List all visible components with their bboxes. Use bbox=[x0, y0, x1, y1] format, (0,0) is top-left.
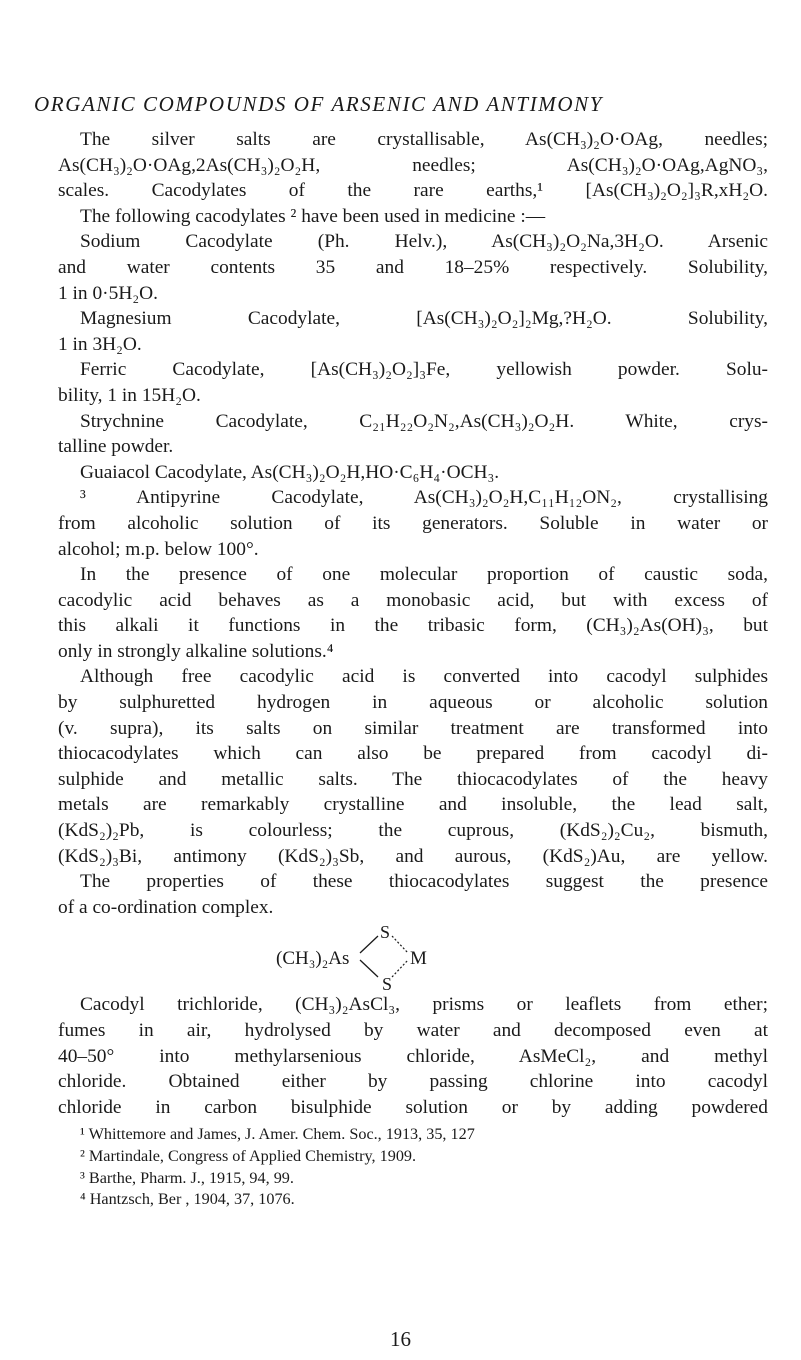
text-line: alcohol; m.p. below 100°. bbox=[58, 538, 259, 560]
text-line: Magnesium Cacodylate, [As(CH₃)₂O₂]₂Mg,?H₂O. Solubility, bbox=[80, 308, 768, 330]
footnote: ³ Barthe, Pharm. J., 1915, 94, 99. bbox=[80, 1168, 294, 1187]
text-line: ³ Antipyrine Cacodylate, As(CH₃)₂O₂H,C₁₁H₁₂ON₂, crystallising bbox=[80, 487, 768, 509]
text-line: (v. supra), its salts on similar treatment are transformed into bbox=[58, 717, 768, 739]
structure-bottom-atom: S bbox=[382, 974, 393, 993]
text-line: of a co-ordination complex. bbox=[58, 896, 274, 918]
text-line: As(CH₃)₂O·OAg,2As(CH₃)₂O₂H, needles; As(CH₃)₂O·OAg,AgNO₃, bbox=[58, 154, 768, 176]
footnote: ² Martindale, Congress of Applied Chemistry, 1909. bbox=[80, 1146, 417, 1165]
text-line: Strychnine Cacodylate, C₂₁H₂₂O₂N₂,As(CH₃)₂O₂H. White, crys- bbox=[80, 410, 768, 432]
running-header: ORGANIC COMPOUNDS OF ARSENIC AND ANTIMONY bbox=[34, 92, 604, 116]
text-line: Cacodyl trichloride, (CH₃)₂AsCl₃, prisms or leaflets from ether; bbox=[80, 994, 768, 1016]
text-line: Ferric Cacodylate, [As(CH₃)₂O₂]₃Fe, yellowish powder. Solu- bbox=[80, 359, 768, 381]
text-line: from alcoholic solution of its generators. Soluble in water or bbox=[58, 512, 768, 534]
text-line: sulphide and metallic salts. The thiocacodylates of the heavy bbox=[58, 768, 768, 790]
structure-top-atom: S bbox=[380, 922, 391, 943]
text-line: scales. Cacodylates of the rare earths,¹ [As(CH₃)₂O₂]₃R,xH₂O. bbox=[58, 180, 768, 202]
structure-metal: M bbox=[410, 948, 427, 970]
text-line: chloride in carbon bisulphide solution or by adding powdered bbox=[58, 1096, 768, 1118]
text-line: Guaiacol Cacodylate, As(CH₃)₂O₂H,HO·C₆H₄·OCH₃. bbox=[80, 461, 500, 483]
structure-svg bbox=[276, 920, 516, 992]
text-line: (KdS₂)₂Pb, is colourless; the cuprous, (KdS₂)₂Cu₂, bismuth, bbox=[58, 820, 768, 842]
text-line: only in strongly alkaline solutions.⁴ bbox=[58, 640, 334, 662]
structure-left-group: (CH₃)₂As bbox=[276, 948, 350, 970]
text-line: 1 in 3H₂O. bbox=[58, 333, 142, 355]
text-line: 1 in 0·5H₂O. bbox=[58, 282, 158, 304]
footnote: ⁴ Hantzsch, Ber , 1904, 37, 1076. bbox=[80, 1190, 295, 1209]
main-text bbox=[58, 127, 768, 1211]
bond-as-s-top bbox=[360, 936, 378, 953]
text-line: metals are remarkably crystalline and insoluble, the lead salt, bbox=[58, 794, 768, 816]
text-line: Although free cacodylic acid is converted into cacodyl sulphides bbox=[80, 666, 768, 688]
text-line: Sodium Cacodylate (Ph. Helv.), As(CH₃)₂O₂Na,3H₂O. Arsenic bbox=[80, 231, 768, 253]
text-line: The properties of these thiocacodylates suggest the presence bbox=[80, 871, 768, 893]
page-number: 16 bbox=[390, 1327, 411, 1351]
text-line: chloride. Obtained either by passing chlorine into cacodyl bbox=[58, 1071, 768, 1093]
text-line: bility, 1 in 15H₂O. bbox=[58, 384, 201, 406]
text-line: by sulphuretted hydrogen in aqueous or alcoholic solution bbox=[58, 692, 768, 714]
text-line: cacodylic acid behaves as a monobasic acid, but with excess of bbox=[58, 589, 768, 611]
coordination-bond-top bbox=[392, 936, 408, 953]
text-line: and water contents 35 and 18–25% respectively. Solubility, bbox=[58, 256, 768, 278]
text-line: this alkali it functions in the tribasic form, (CH₃)₂As(OH)₃, but bbox=[58, 615, 768, 637]
coordination-bond-bottom bbox=[392, 960, 408, 977]
bond-as-s-bottom bbox=[360, 960, 378, 977]
text-line: fumes in air, hydrolysed by water and decomposed even at bbox=[58, 1020, 768, 1041]
footnotes bbox=[58, 1124, 768, 1210]
text-line: The silver salts are crystallisable, As(CH₃)₂O·OAg, needles; bbox=[80, 129, 768, 150]
text-line: talline powder. bbox=[58, 436, 174, 458]
coordination-structure-diagram bbox=[276, 920, 768, 992]
text-line: The following cacodylates ² have been used in medicine :— bbox=[80, 205, 546, 227]
text-line: thiocacodylates which can also be prepared from cacodyl di- bbox=[58, 743, 768, 765]
footnote: ¹ Whittemore and James, J. Amer. Chem. Soc., 1913, 35, 127 bbox=[80, 1125, 475, 1144]
text-line: In the presence of one molecular proportion of caustic soda, bbox=[80, 564, 768, 586]
text-line: 40–50° into methylarsenious chloride, AsMeCl₂, and methyl bbox=[58, 1045, 768, 1067]
text-line: (KdS₂)₃Bi, antimony (KdS₂)₃Sb, and aurous, (KdS₂)Au, are yellow. bbox=[58, 845, 768, 867]
